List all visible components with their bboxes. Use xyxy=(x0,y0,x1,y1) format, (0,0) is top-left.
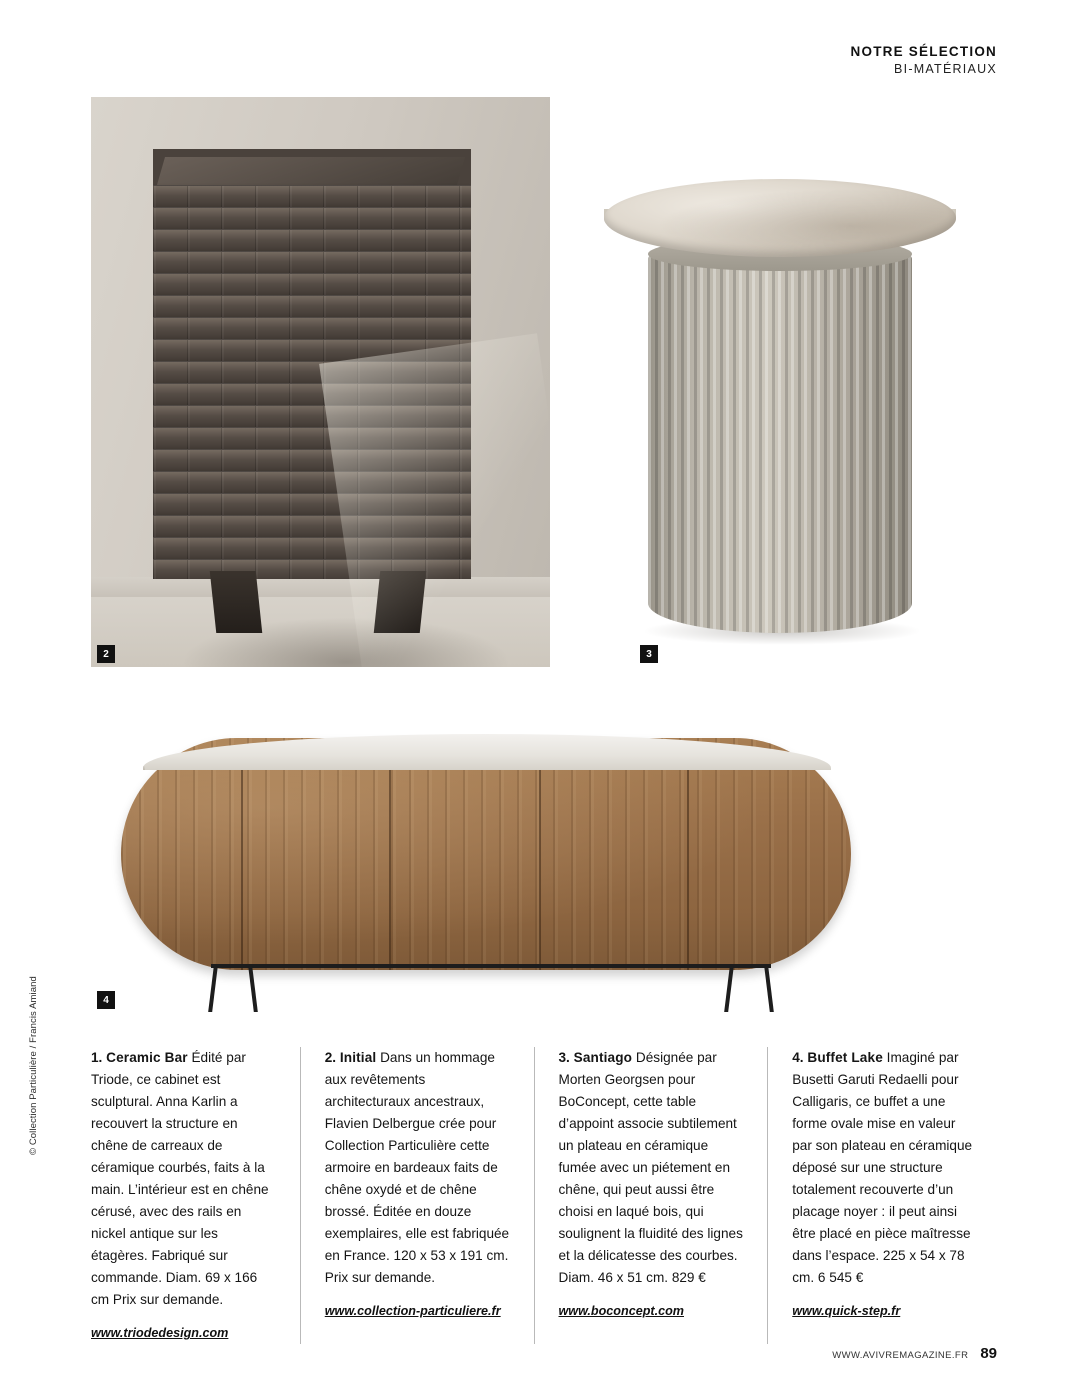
caption-number: 4. xyxy=(792,1050,804,1065)
cabinet-leg-left xyxy=(210,571,263,633)
sideboard-door-seam xyxy=(687,764,689,970)
figure-badge-4: 4 xyxy=(97,991,115,1009)
sideboard-body xyxy=(121,738,851,970)
caption-link[interactable]: www.collection-particuliere.fr xyxy=(324,1304,501,1319)
caption-product-name: Ceramic Bar xyxy=(106,1050,188,1065)
table-fluted-base xyxy=(648,253,912,633)
caption-link[interactable]: www.quick-step.fr xyxy=(792,1304,901,1319)
footer-website: WWW.AVIVREMAGAZINE.FR xyxy=(832,1350,969,1361)
section-subtitle: BI-MATÉRIAUX xyxy=(894,61,997,76)
cabinet-photo xyxy=(91,97,550,667)
sideboard-door-seam xyxy=(389,764,391,970)
caption-item-3 xyxy=(534,1047,768,1344)
sideboard-leg xyxy=(208,966,218,1012)
caption-columns xyxy=(91,1047,1001,1344)
page-number: 89 xyxy=(980,1345,997,1362)
caption-text: Désignée par Morten Georgsen pour BoConcept, cette table d’appoint associe subtilement un plateau en céramique fumée avec un piétement en chêne, qui peut aussi être choisi en laqué bois, qui soulignent la fluidité des lignes et la délicatesse des courbes. Diam. 46 x 51 cm. 829 € xyxy=(558,1050,743,1286)
side-table-photo xyxy=(588,165,972,667)
section-kicker: NOTRE SÉLECTION xyxy=(850,44,997,59)
caption-item-1 xyxy=(91,1047,300,1344)
sideboard-door-seam xyxy=(241,764,243,970)
sideboard-leg xyxy=(724,966,734,1012)
photo-light-beam xyxy=(319,333,550,667)
sideboard-photo xyxy=(91,728,881,1018)
table-ceramic-top xyxy=(604,179,956,257)
caption-link[interactable]: www.boconcept.com xyxy=(558,1304,684,1319)
photo-credit: © Collection Particulière / Francis Amiand xyxy=(28,976,39,1155)
caption-text: Imaginé par Busetti Garuti Redaelli pour Calligaris, ce buffet a une forme ovale mise en valeur par son plateau en céramique déposé sur une structure totalement recouverte d’un placage noyer : il peut ainsi être placé en pièce maîtresse dans l’espace. 225 x 54 x 78 cm. 6 545 € xyxy=(792,1050,973,1286)
caption-product-name: Buffet Lake xyxy=(807,1050,883,1065)
sideboard-leg xyxy=(248,966,258,1012)
figure-badge-2: 2 xyxy=(97,645,115,663)
sideboard-door-seam xyxy=(539,764,541,970)
sideboard-base xyxy=(211,964,771,1012)
sideboard-leg xyxy=(764,966,774,1012)
caption-product-name: Initial xyxy=(339,1050,377,1065)
caption-product-name: Santiago xyxy=(573,1050,633,1065)
caption-text: Édité par Triode, ce cabinet est sculptural. Anna Karlin a recouvert la structure en chêne de carreaux de céramique courbés, faits à la main. L’intérieur est en chêne cérusé, avec des rails en nickel antique sur les étagères. Fabriqué sur commande. Diam. 69 x 166 cm Prix sur demande. xyxy=(91,1050,269,1308)
sideboard-rail xyxy=(211,964,771,968)
caption-number: 2. xyxy=(324,1050,337,1065)
figure-badge-3: 3 xyxy=(640,645,658,663)
page-header xyxy=(851,44,997,78)
caption-number: 3. xyxy=(558,1050,570,1065)
caption-item-2 xyxy=(300,1047,534,1344)
caption-text: Dans un hommage aux revêtements architecturaux ancestraux, Flavien Delbergue crée pour Collection Particulière cette armoire en bardeaux faits de chêne oxydé et de chêne brossé. Éditée en douze exemplaires, elle est fabriquée en France. 120 x 53 x 191 cm. Prix sur demande. xyxy=(324,1050,510,1286)
caption-link[interactable]: www.triodedesign.com xyxy=(91,1326,229,1341)
caption-number: 1. xyxy=(91,1050,103,1065)
caption-item-4 xyxy=(767,1047,1001,1344)
page-footer xyxy=(832,1345,997,1362)
